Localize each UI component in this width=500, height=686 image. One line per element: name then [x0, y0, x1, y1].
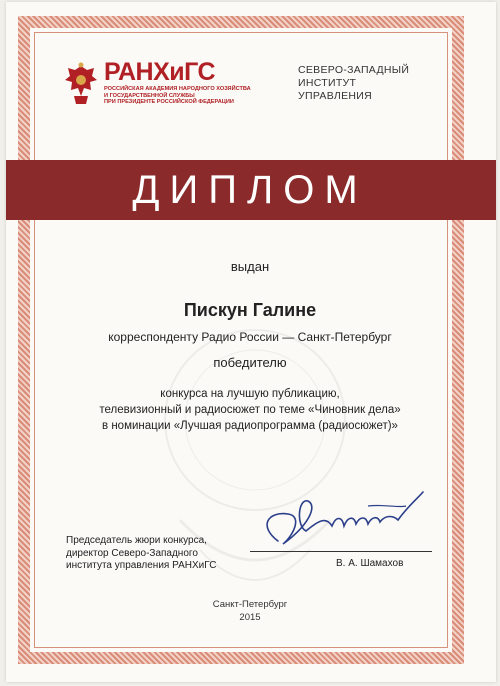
contest-line: конкурса на лучшую публикацию, — [160, 388, 340, 400]
chair-line: директор Северо-Западного — [66, 547, 198, 559]
jury-chair-title — [66, 535, 256, 573]
diploma-title: ДИПЛОМ — [132, 168, 368, 212]
chair-line: института управления РАНХиГС — [66, 560, 217, 571]
institute-line: УПРАВЛЕНИЯ — [298, 90, 373, 102]
brand-subtitle-line: РОССИЙСКАЯ АКАДЕМИЯ НАРОДНОГО ХОЗЯЙСТВА — [104, 86, 251, 92]
eagle-emblem-icon — [62, 62, 100, 106]
issue-year: 2015 — [239, 612, 261, 623]
brand-subtitle-line: ПРИ ПРЕЗИДЕНТЕ РОССИЙСКОЙ ФЕДЕРАЦИИ — [104, 99, 234, 106]
issue-city: Санкт-Петербург — [212, 599, 288, 610]
brand-subtitle — [104, 86, 254, 106]
chair-line: Председатель жюри конкурса, — [66, 535, 207, 546]
signature-icon — [248, 486, 428, 556]
recipient-role: корреспонденту Радио России — Санкт-Петербург — [108, 330, 392, 344]
institute-name — [298, 64, 438, 103]
signature-line — [250, 551, 432, 552]
contest-line: телевизионный и радиосюжет по теме «Чиновник дела» — [99, 404, 401, 416]
brand-name: РАНХиГС — [104, 58, 216, 86]
signer-name: В. А. Шамахов — [336, 558, 404, 569]
contest-line: в номинации «Лучшая радиопрограмма (радиосюжет)» — [102, 420, 398, 432]
contest-description — [0, 386, 500, 434]
institute-line: ИНСТИТУТ — [298, 77, 357, 89]
winner-label: победителю — [213, 355, 287, 370]
recipient-name: Пискун Галине — [183, 300, 317, 320]
institute-line: СЕВЕРО-ЗАПАДНЫЙ — [298, 64, 410, 76]
brand-subtitle-line: И ГОСУДАРСТВЕННОЙ СЛУЖБЫ — [104, 92, 195, 99]
issued-label: выдан — [230, 259, 270, 274]
